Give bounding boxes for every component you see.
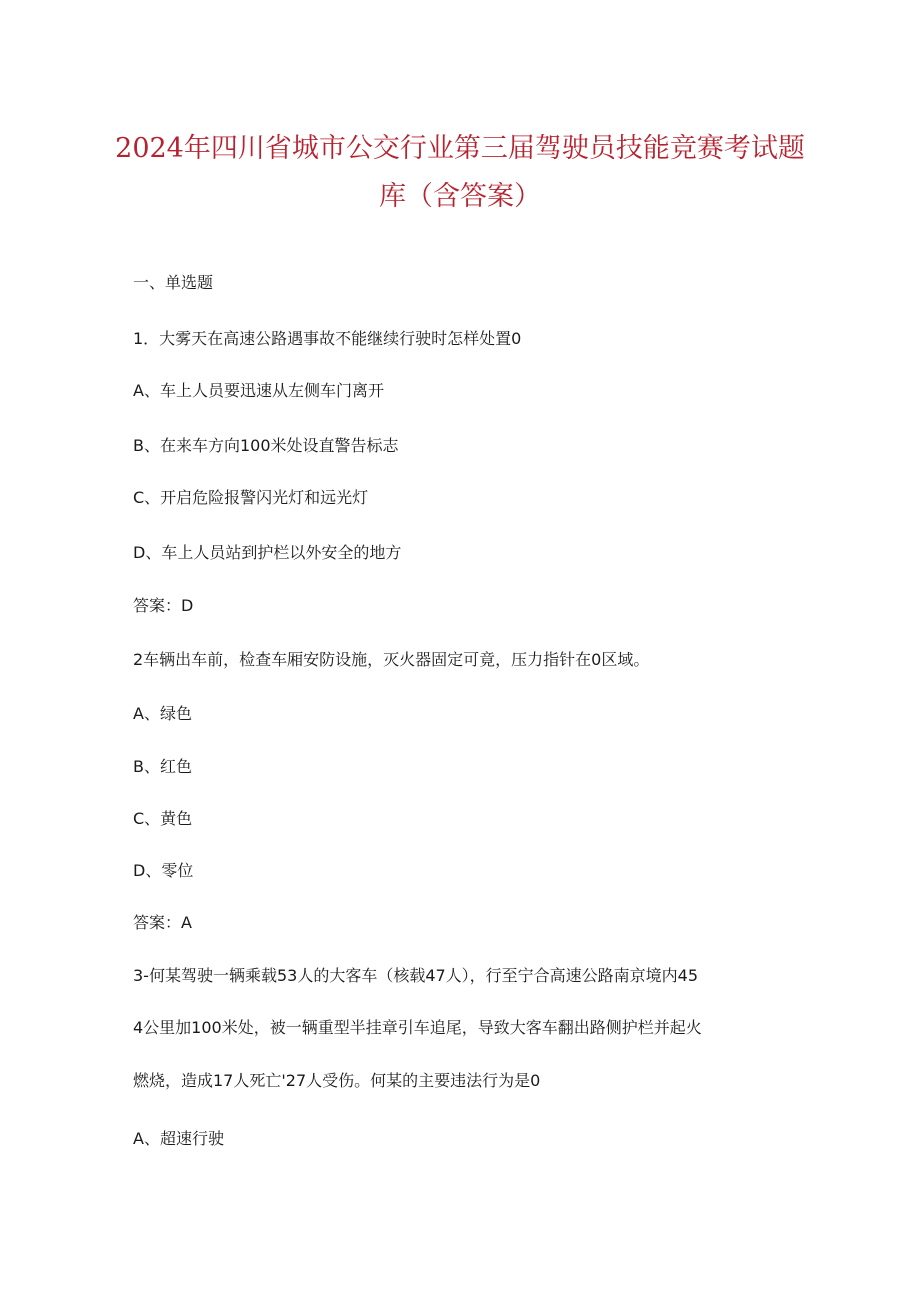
- question-1-text: 1．大雾天在高速公路遇事故不能继续行驶时怎样处置0: [133, 329, 522, 348]
- document-title-line-1: 2024年四川省城市公交行业第三届驾驶员技能竞赛考试题: [115, 133, 805, 164]
- question-1-option-c: C、开启危险报警闪光灯和远光灯: [133, 488, 369, 507]
- question-1-answer: 答案：D: [133, 596, 194, 615]
- question-2-option-b: B、红色: [133, 757, 192, 776]
- question-1-option-d: D、车上人员站到护栏以外安全的地方: [133, 543, 402, 562]
- question-2-text: 2车辆出车前，检查车厢安防设施，灭火器固定可竟，压力指针在0区域。: [133, 650, 650, 669]
- question-3-text-line-3: 燃烧，造成17人死亡'27人受伤。何某的主要违法行为是0: [133, 1071, 541, 1090]
- question-2-option-a: A、绿色: [133, 704, 192, 723]
- question-3-text-line-1: 3-何某驾驶一辆乘载53人的大客车（核载47人），行至宁合高速公路南京境内45: [133, 966, 699, 985]
- section-heading: 一、单选题: [133, 273, 214, 292]
- question-3-option-a: A、超速行驶: [133, 1129, 224, 1148]
- question-2-answer: 答案：A: [133, 913, 192, 932]
- question-1-option-b: B、在来车方向100米处设直警告标志: [133, 436, 399, 455]
- question-3-text-line-2: 4公里加100米处，被一辆重型半挂章引车追尾，导致大客车翻出路侧护栏并起火: [133, 1018, 702, 1037]
- document-title-line-2: 库（含答案）: [379, 181, 541, 212]
- question-1-option-a: A、车上人员要迅速从左侧车门离开: [133, 381, 384, 400]
- question-2-option-c: C、黄色: [133, 809, 193, 828]
- question-2-option-d: D、零位: [133, 861, 194, 880]
